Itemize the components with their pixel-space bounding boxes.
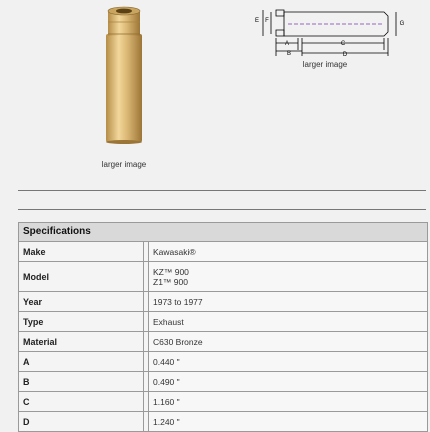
row-value bbox=[148, 332, 427, 351]
value-text: 1973 to 1977 bbox=[153, 296, 203, 307]
table-row bbox=[19, 412, 427, 432]
table-row bbox=[19, 242, 427, 262]
value-text: 0.440 " bbox=[153, 356, 180, 367]
specifications-title: Specifications bbox=[19, 223, 427, 242]
row-value bbox=[148, 412, 427, 431]
valve-guide-photo[interactable] bbox=[100, 4, 148, 146]
value-text: Exhaust bbox=[153, 316, 184, 327]
value-text: Z1™ 900 bbox=[153, 276, 188, 287]
row-value bbox=[148, 242, 427, 261]
dim-label-f: F bbox=[265, 18, 269, 24]
dim-label-d: D bbox=[342, 52, 348, 58]
dimension-diagram[interactable] bbox=[246, 2, 406, 60]
row-value bbox=[148, 372, 427, 391]
value-text: 1.240 " bbox=[153, 416, 180, 427]
table-row bbox=[19, 352, 427, 372]
row-label: Make bbox=[19, 242, 144, 261]
row-value bbox=[148, 312, 427, 331]
row-label: C bbox=[19, 392, 144, 411]
row-label: Year bbox=[19, 292, 144, 311]
table-row bbox=[19, 262, 427, 292]
row-label: Model bbox=[19, 262, 144, 291]
value-text: 1.160 " bbox=[153, 396, 180, 407]
dim-label-a: A bbox=[284, 41, 290, 47]
value-text: 0.490 " bbox=[153, 376, 180, 387]
separator-line bbox=[18, 209, 426, 210]
table-row bbox=[19, 292, 427, 312]
specifications-table bbox=[18, 222, 428, 432]
row-label: Type bbox=[19, 312, 144, 331]
larger-image-link[interactable]: larger image bbox=[101, 160, 147, 169]
row-value bbox=[148, 392, 427, 411]
value-text: Kawasaki® bbox=[153, 246, 196, 257]
table-row bbox=[19, 372, 427, 392]
table-row bbox=[19, 332, 427, 352]
table-row bbox=[19, 392, 427, 412]
row-label: D bbox=[19, 412, 144, 431]
dim-label-e: E bbox=[254, 18, 260, 24]
dim-label-g: G bbox=[399, 21, 405, 27]
row-value bbox=[148, 292, 427, 311]
dim-label-c: C bbox=[340, 41, 346, 47]
row-value bbox=[148, 352, 427, 371]
row-label: A bbox=[19, 352, 144, 371]
value-text: C630 Bronze bbox=[153, 336, 203, 347]
dim-label-b: B bbox=[286, 51, 292, 57]
row-label: B bbox=[19, 372, 144, 391]
row-label: Material bbox=[19, 332, 144, 351]
value-text: KZ™ 900 bbox=[153, 266, 189, 277]
row-value bbox=[148, 262, 427, 291]
separator-line bbox=[18, 190, 426, 191]
diagram-larger-image-link[interactable]: larger image bbox=[302, 60, 348, 69]
table-row bbox=[19, 312, 427, 332]
